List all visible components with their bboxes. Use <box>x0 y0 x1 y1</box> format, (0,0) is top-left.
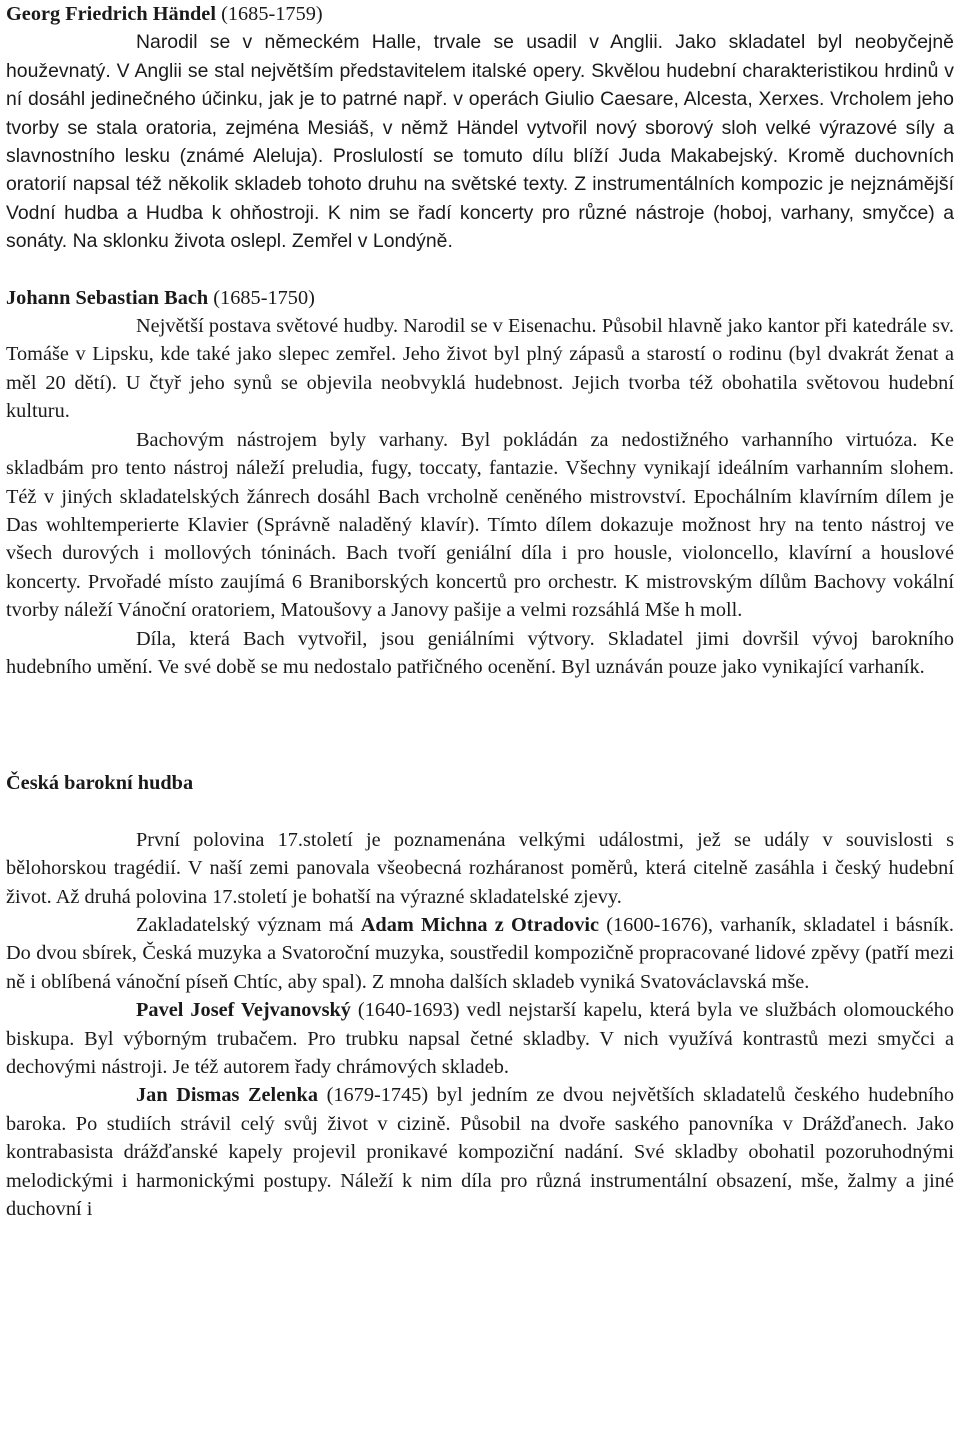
handel-paragraph: Narodil se v německém Halle, trvale se usadil v Anglii. Jako skladatel byl neobyčejně houževnatý. V Anglii se stal největším představitelem italské opery. Skvělou hudební charakteristikou hrdinů v ní dosáhl jedinečného účinku, jak je to patrné např. v operách Giulio Caesare, Alcesta, Xerxes. Vrcholem jeho tvorby se stala oratoria, zejména Mesiáš, v němž Händel vytvořil nový sborový sloh velké výrazové síly a slavnostního lesku (známé Aleluja). Proslulostí se tomuto dílu blíží Juda Makabejský. Kromě duchovních oratorií napsal též několik skladeb tohoto druhu na světské texty. Z instrumentálních kompozic je nejznámější Vodní hudba a Hudba k ohňostroji. K nim se řadí koncerty pro různé nástroje (hoboj, varhany, smyčce) a sonáty. Na sklonku života oslepl. Zemřel v Londýně. <box>6 31 954 253</box>
czech-paragraph-michna <box>6 911 954 996</box>
handel-name: Georg Friedrich Händel <box>6 3 216 25</box>
section-handel <box>6 0 954 256</box>
michna-intro: Zakladatelský význam má <box>136 913 361 936</box>
bach-heading <box>6 284 954 312</box>
section-bach <box>6 284 954 682</box>
czech-heading <box>6 769 954 797</box>
section-czech-baroque <box>6 769 954 1223</box>
handel-dates: (1685-1759) <box>221 3 323 25</box>
handel-heading <box>6 0 954 28</box>
bach-dates: (1685-1750) <box>213 286 315 309</box>
bach-paragraph-1: Největší postava světové hudby. Narodil se v Eisenachu. Působil hlavně jako kantor při katedrále sv. Tomáše v Lipsku, kde také jako slepec zemřel. Jeho život byl plný zápasů a starostí o rodinu (byl dvakrát ženat a měl 20 dětí). U čtyř jeho synů se objevila neobvyklá hudebnost. Jejich tvorba též obohatila světovou hudební kulturu. <box>6 315 954 423</box>
bach-paragraph-2: Bachovým nástrojem byly varhany. Byl pokládán za nedostižného varhanního virtuóza. Ke skladbám pro tento nástroj náleží preludia, fugy, toccaty, fantazie. Všechny vynikají ideálním varhanním slohem. Též v jiných skladatelských žánrech dosáhl Bach vrcholně ceněného mistrovství. Epochálním klavírním dílem je Das wohltemperierte Klavier (Správně naladěný klavír). Tímto dílem dokazuje možnost hry na tento nástroj ve všech durových i mollových tóninách. Bach tvoří geniální díla i pro housle, violoncello, klavírní a houslové koncerty. Prvořadé místo zaujímá 6 Braniborských koncertů pro orchestr. K mistrovským dílům Bachovy vokální tvorby náleží Vánoční oratoriem, Matoušovy a Janovy pašije a velmi rozsáhlá Mše h moll. <box>6 428 954 622</box>
czech-heading-text: Česká barokní hudba <box>6 772 194 795</box>
michna-name: Adam Michna z Otradovic <box>360 913 600 936</box>
bach-name: Johann Sebastian Bach <box>6 286 209 309</box>
zelenka-text: (1679-1745) byl jedním ze dvou největších skladatelů českého hudebního baroka. Po studiích strávil celý svůj život v cizině. Působil na dvoře saského panovníka v Drážďanech. Jako kontrabasista drážďanské kapely projevil pronikavé kompoziční nadání. Své skladby obohatil pozoruhodnými melodickými i harmonickými postupy. Náleží k nim díla pro různá instrumentální obsazení, mše, žalmy a jiné duchovní i <box>6 1084 954 1221</box>
czech-paragraph-zelenka <box>6 1081 954 1223</box>
czech-paragraph-1: První polovina 17.století je poznamenána velkými událostmi, jež se udály v souvislosti s bělohorskou tragédií. V naší zemi panovala všeobecná rozháranost poměrů, která citelně zasáhla i český hudební život. Až druhá polovina 17.století je bohatší na výrazné skladatelské zjevy. <box>6 828 954 908</box>
zelenka-name: Jan Dismas Zelenka <box>136 1084 318 1107</box>
vejvanovsky-name: Pavel Josef Vejvanovský <box>136 999 351 1022</box>
czech-paragraph-vejvanovsky <box>6 996 954 1081</box>
bach-paragraph-3: Díla, která Bach vytvořil, jsou geniálními výtvory. Skladatel jimi dovršil vývoj barokního hudebního umění. Ve své době se mu nedostalo patřičného ocenění. Byl uznáván pouze jako vynikající varhaník. <box>6 627 954 678</box>
vejvanovsky-text: (1640-1693) vedl nejstarší kapelu, která byla ve službách olomouckého biskupa. Byl výborným trubačem. Pro trubku napsal četné skladby. V nich využívá kontrastů mezi smyčci a dechovými nástroji. Je též autorem řady chrámových skladeb. <box>6 999 954 1078</box>
michna-text: (1600-1676), varhaník, skladatel i básník. Do dvou sbírek, Česká muzyka a Svatoroční muzyka, soustředil kompozičně propracované lidové zpěvy (patří mezi ně i oblíbená vánoční píseň Chtíc, aby spal). Z mnoha dalších skladeb vyniká Svatováclavská mše. <box>6 913 954 993</box>
